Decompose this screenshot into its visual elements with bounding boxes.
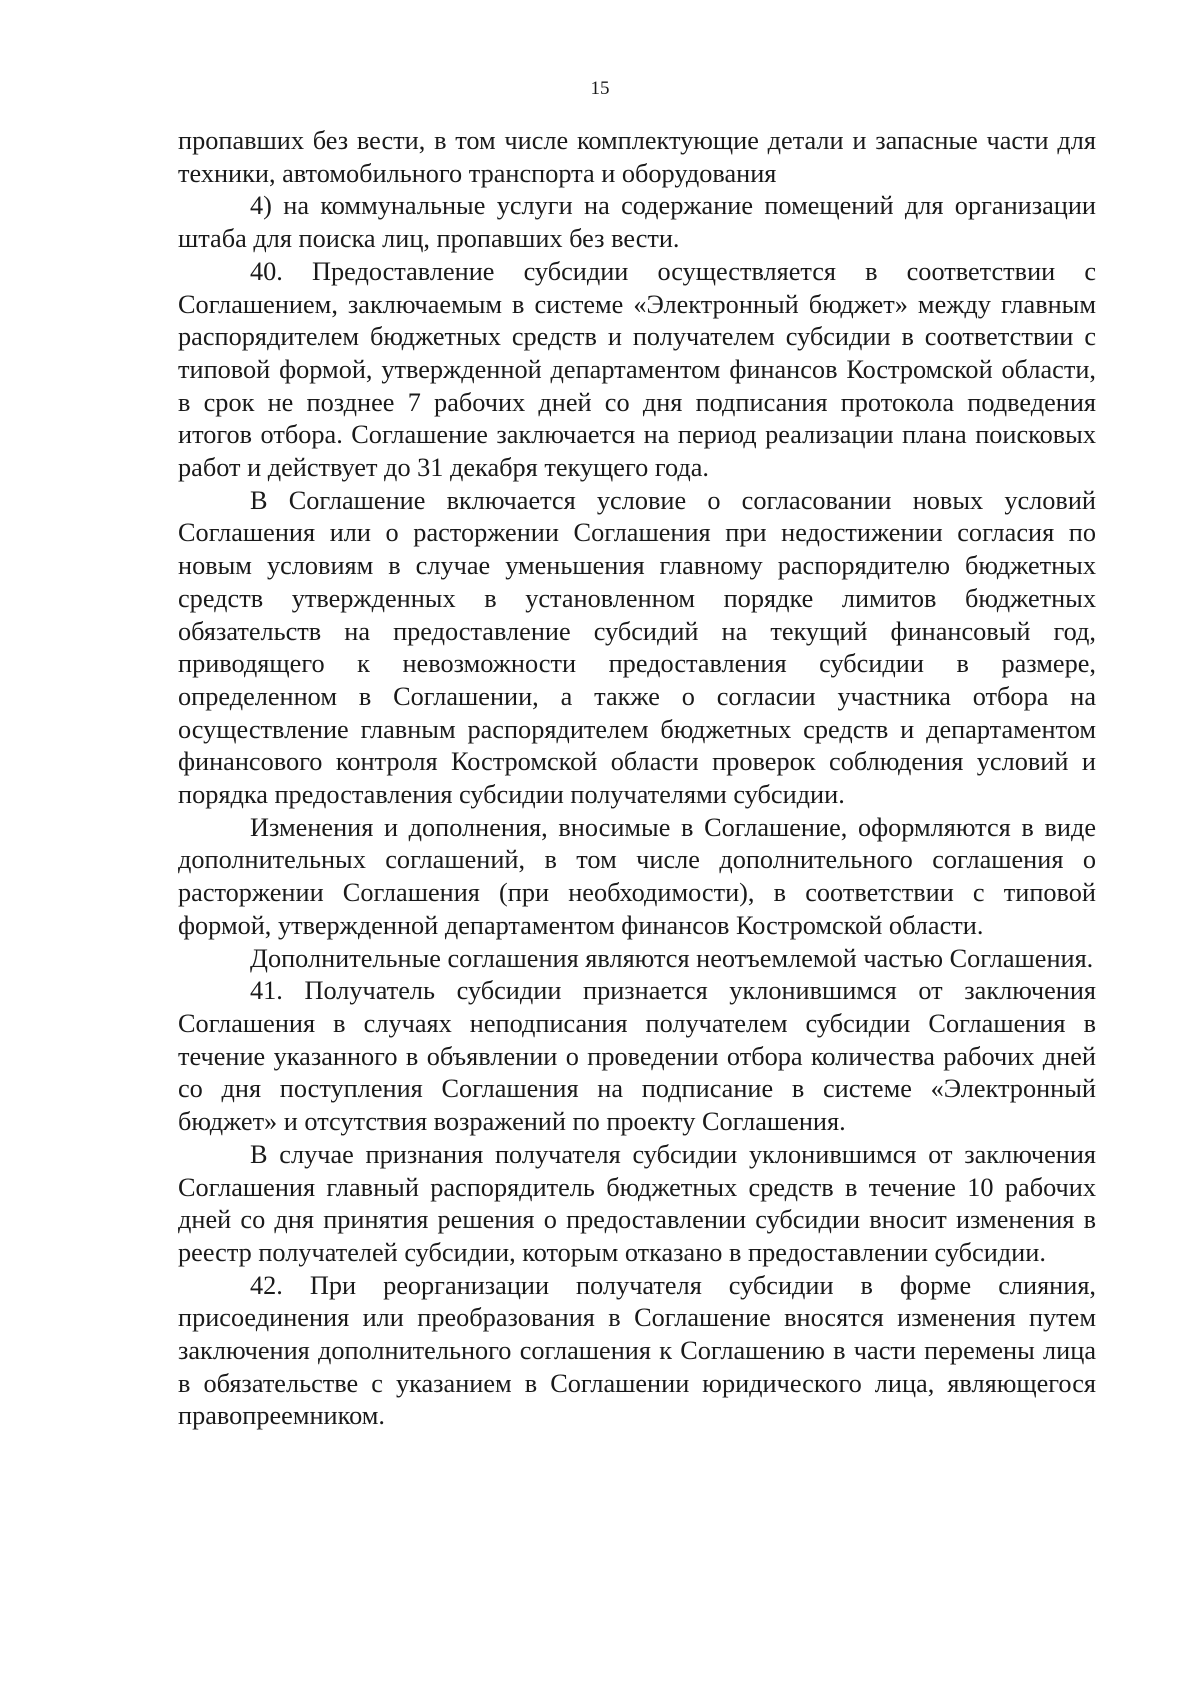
paragraph-amendments: Изменения и дополнения, вносимые в Соглашение, оформляются в виде дополнительных соглашений, в том числе дополнительного соглашения о расторжении Соглашения (при необходимости), в соответствии с типовой формой, утвержденной департаментом финансов Костромской области.	[178, 812, 1096, 940]
paragraph-clause-41: 41. Получатель субсидии признается уклонившимся от заключения Соглашения в случаях неподписания получателем субсидии Соглашения в течение указанного в объявлении о проведении отбора количества рабочих дней со дня поступления Соглашения на подписание в системе «Электронный бюджет» и отсутствия возражений по проекту Соглашения.	[178, 976, 1096, 1137]
paragraph-continuation: пропавших без вести, в том числе комплектующие детали и запасные части для техники, автомобильного транспорта и оборудования	[178, 126, 1096, 188]
paragraph-clause-42: 42. При реорганизации получателя субсидии в форме слияния, присоединения или преобразования в Соглашение вносятся изменения путем заключения дополнительного соглашения к Соглашению в части перемены лица в обязательстве с указанием в Соглашении юридического лица, являющегося правопреемником.	[178, 1270, 1096, 1431]
page-number: 15	[590, 78, 610, 99]
paragraph-item-4: 4) на коммунальные услуги на содержание помещений для организации штаба для поиска лиц, пропавших без вести.	[178, 191, 1096, 254]
paragraph-clause-40: 40. Предоставление субсидии осуществляется в соответствии с Соглашением, заключаемым в системе «Электронный бюджет» между главным распорядителем бюджетных средств и получателем субсидии в соответствии с типовой формой, утвержденной департаментом финансов Костромской области, в срок не позднее 7 рабочих дней со дня подписания протокола подведения итогов отбора. Соглашение заключается на период реализации плана поисковых работ и действует до 31 декабря текущего года.	[178, 256, 1096, 483]
paragraph-supplementary-agreements: Дополнительные соглашения являются неотъемлемой частью Соглашения.	[250, 943, 1094, 973]
paragraph-agreement-conditions: В Соглашение включается условие о согласовании новых условий Соглашения или о расторжении Соглашения при недостижении согласия по новым условиям в случае уменьшения главному распорядителю бюджетных средств утвержденных в установленном порядке лимитов бюджетных обязательств на предоставление субсидий на текущий финансовый год, приводящего к невозможности предоставления субсидии в размере, определенном в Соглашении, а также о согласии участника отбора на осуществление главным распорядителем бюджетных средств и департаментом финансового контроля Костромской области проверок соблюдения условий и порядка предоставления субсидии получателями субсидии.	[178, 485, 1096, 810]
paragraph-evasion-case: В случае признания получателя субсидии уклонившимся от заключения Соглашения главный распорядитель бюджетных средств в течение 10 рабочих дней со дня принятия решения о предоставлении субсидии вносит изменения в реестр получателей субсидии, которым отказано в предоставлении субсидии.	[178, 1139, 1096, 1267]
document-body	[178, 125, 1096, 1433]
